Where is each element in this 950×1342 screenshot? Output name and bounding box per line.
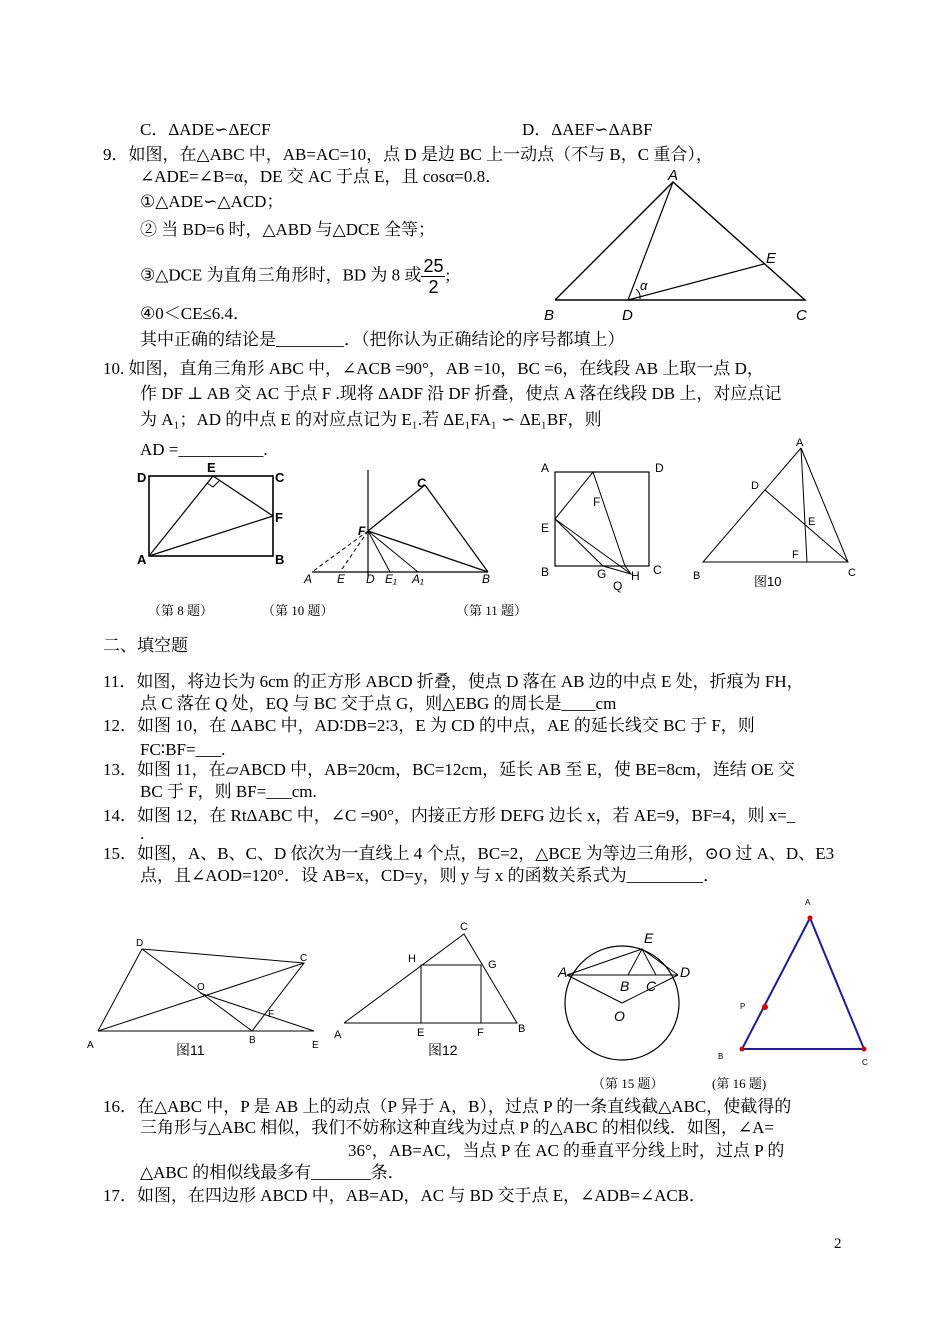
q11-label-d: D — [655, 461, 664, 475]
fig12-label-a: A — [334, 1029, 342, 1041]
q12-line1: 12．如图 10，在 ΔABC 中，AD∶DB=2∶3，E 为 CD 的中点，AE 的延长线交 BC 于 F，则 — [103, 716, 755, 735]
q15-label-b: B — [620, 978, 630, 994]
q11-line1: 11．如图，将边长为 6cm 的正方形 ABCD 折叠，使点 D 落在 AB 边的中点 E 处，折痕为 FH， — [103, 672, 804, 691]
q15-line1: 15．如图，A、B、C、D 依次为一直线上 4 个点，BC=2，△BCE 为等边三角形，⊙O 过 A、D、E3 — [103, 844, 835, 863]
q10-label-b: B — [482, 572, 491, 586]
q13-line1: 13．如图 11，在▱ABCD 中，AB=20cm，BC=12cm，延长 AB 至 E，使 BE=8cm，连结 OE 交 — [103, 760, 795, 779]
q15-label-a: A — [558, 964, 568, 980]
q9-statement3 — [140, 256, 450, 297]
q16-label-p: P — [740, 1002, 746, 1011]
fig10-label-e: E — [808, 516, 816, 528]
q16-label-c: C — [862, 1058, 868, 1067]
fig12-label-f: F — [477, 1027, 484, 1039]
fig10-label-c: C — [848, 567, 856, 579]
caption-q16: (第 16 题) — [712, 1076, 767, 1091]
q15-circle-figure — [556, 925, 706, 1065]
fig11-label-d: D — [136, 938, 144, 949]
q13-line2: BC 于 F，则 BF=___cm. — [140, 782, 317, 801]
page-number: 2 — [834, 1236, 842, 1252]
q8-rectangle-figure — [133, 460, 293, 570]
q10-fold-figure — [300, 465, 500, 595]
fig11-label-e: E — [312, 1040, 319, 1051]
q10-label-f: F — [358, 524, 366, 538]
caption-q15: （第 15 题） — [592, 1076, 664, 1091]
fig10-label-f: F — [792, 549, 799, 561]
q17-line1: 17．如图，在四边形 ABCD 中，AB=AD，AC 与 BD 交于点 E，∠ADB=∠ACB． — [103, 1186, 707, 1205]
q14-line1: 14．如图 12，在 RtΔABC 中，∠C =90°，内接正方形 DEFG 边长 x，若 AE=9，BF=4，则 x=_ — [103, 806, 796, 825]
q10-label-e1: E₁ — [385, 572, 397, 586]
q15-label-c: C — [646, 978, 657, 994]
fig12-label-h: H — [408, 953, 416, 965]
q15-line2: 点，且∠AOD=120°．设 AB=x，CD=y，则 y 与 x 的函数关系式为_________． — [140, 866, 721, 885]
q10-line2: 作 DF ⊥ AB 交 AC 于点 F .现将 ΔADF 沿 DF 折叠，使点 A 落在线段 DB 上，对应点记 — [140, 384, 782, 403]
q11-label-b: B — [541, 565, 550, 579]
q10-line4: AD =__________. — [140, 440, 268, 459]
q9-label-a: A — [668, 167, 679, 184]
q11-label-e: E — [541, 521, 550, 535]
q11-label-q: Q — [613, 579, 623, 593]
q8-option-c: C．ΔADE∽ΔECF — [140, 120, 271, 139]
q12-line2: FC∶BF=___. — [140, 740, 226, 759]
fig11-label-a: A — [87, 1040, 94, 1051]
q11-line2: 点 C 落在 Q 处，EQ 与 BC 交于点 G，则△EBG 的周长是____cm — [140, 694, 617, 713]
q9-label-b: B — [544, 307, 555, 324]
fig10-label-d: D — [751, 480, 759, 492]
q9-line1: 9．如图，在△ABC 中，AB=AC=10，点 D 是边 BC 上一动点（不与 B，C 重合）， — [103, 145, 713, 164]
fig11-label-b: B — [249, 1035, 256, 1046]
q10-label-e: E — [337, 572, 346, 586]
fig11-label-o: O — [197, 982, 205, 993]
q10-line1: 10. 如图，直角三角形 ABC 中，∠ACB =90°，AB =10，BC =6，在线段 AB 上取一点 D， — [103, 359, 764, 378]
q15-label-e: E — [644, 930, 654, 946]
fig12-label-e: E — [417, 1027, 425, 1039]
q16-label-b: B — [718, 1052, 724, 1061]
q16-line3: 36°，AB=AC，当点 P 在 AC 的垂直平分线上时，过点 P 的 — [348, 1141, 785, 1160]
q16-triangle-figure — [716, 895, 866, 1070]
q10-line3: 为 A₁；AD 的中点 E 的对应点记为 E₁.若 ΔE₁FA₁ ∽ ΔE₁BF，则 — [140, 410, 602, 429]
q9-fraction — [421, 256, 445, 297]
fig12-inscribed-square-figure — [334, 918, 534, 1041]
caption-fig11: 图11 — [176, 1042, 205, 1058]
q8-label-c: C — [275, 470, 285, 485]
q8-option-d: D．ΔAEF∽ΔABF — [522, 120, 653, 139]
fig11-parallelogram-figure — [84, 935, 324, 1055]
q14-line2: . — [140, 824, 145, 843]
fig11-label-c: C — [300, 953, 308, 964]
q8-label-b: B — [275, 552, 285, 567]
q10-label-a1: A₁ — [412, 572, 424, 586]
q9-line2: ∠ADE=∠B=α，DE 交 AC 于点 E，且 cosα=0.8． — [140, 167, 503, 186]
q9-label-alpha: α — [640, 278, 648, 293]
caption-fig10: 图10 — [754, 574, 782, 589]
fig10-label-a: A — [796, 437, 804, 449]
fig10-label-b: B — [693, 570, 701, 582]
q16-line2: 三角形与△ABC 相似，我们不妨称这种直线为过点 P 的△ABC 的相似线．如图，∠A= — [140, 1118, 774, 1137]
q9-label-e: E — [766, 250, 777, 267]
q10-label-d: D — [366, 572, 375, 586]
q8-label-d: D — [137, 470, 147, 485]
fig12-label-c: C — [460, 921, 468, 933]
q8-label-a: A — [137, 552, 147, 567]
q10-label-a: A — [304, 572, 313, 586]
caption-fig12: 图12 — [428, 1042, 458, 1058]
q11-label-a: A — [541, 461, 550, 475]
fig12-label-g: G — [488, 959, 497, 971]
q9-label-c: C — [796, 307, 807, 324]
q9-statement3-end: ; — [445, 265, 451, 285]
q11-label-f: F — [593, 495, 601, 509]
q9-fraction-numerator: 25 — [423, 256, 444, 276]
q9-statement1: ①△ADE∽△ACD； — [140, 192, 284, 211]
q11-label-g: G — [597, 567, 607, 581]
q9-question: 其中正确的结论是________．（把你认为正确结论的序号都填上） — [140, 330, 625, 349]
q9-statement2: ② 当 BD=6 时，△ABD 与△DCE 全等； — [140, 220, 435, 239]
section-fill-in-blank: 二、填空题 — [103, 636, 188, 655]
q8-label-f: F — [275, 510, 283, 525]
caption-q8: （第 8 题） — [148, 603, 214, 618]
q9-triangle-figure — [540, 168, 810, 328]
q8-label-e: E — [207, 460, 216, 475]
q11-square-figure — [535, 458, 675, 593]
q16-line4: △ABC 的相似线最多有_______条． — [140, 1163, 405, 1182]
fig12-label-b: B — [518, 1023, 526, 1035]
caption-q11: （第 11 题） — [456, 603, 528, 618]
q11-label-c: C — [653, 563, 662, 577]
q9-statement3-text: ③△DCE 为直角三角形时，BD 为 8 或 — [140, 265, 422, 285]
q9-fraction-denominator: 2 — [428, 277, 439, 297]
q9-statement4: ④0＜CE≤6.4． — [140, 304, 251, 323]
q9-label-d: D — [622, 307, 633, 324]
q15-label-d: D — [680, 964, 691, 980]
q16-label-a: A — [805, 898, 811, 907]
fig10-triangle-figure — [690, 437, 860, 587]
q15-label-o: O — [614, 1008, 625, 1024]
fig11-label-f: F — [268, 1009, 275, 1020]
caption-q10: （第 10 题） — [262, 603, 334, 618]
q16-line1: 16．在△ABC 中，P 是 AB 上的动点（P 异于 A，B），过点 P 的一条直线截△ABC，使截得的 — [103, 1097, 792, 1116]
q10-label-c: C — [417, 476, 426, 490]
q11-label-h: H — [631, 569, 640, 583]
